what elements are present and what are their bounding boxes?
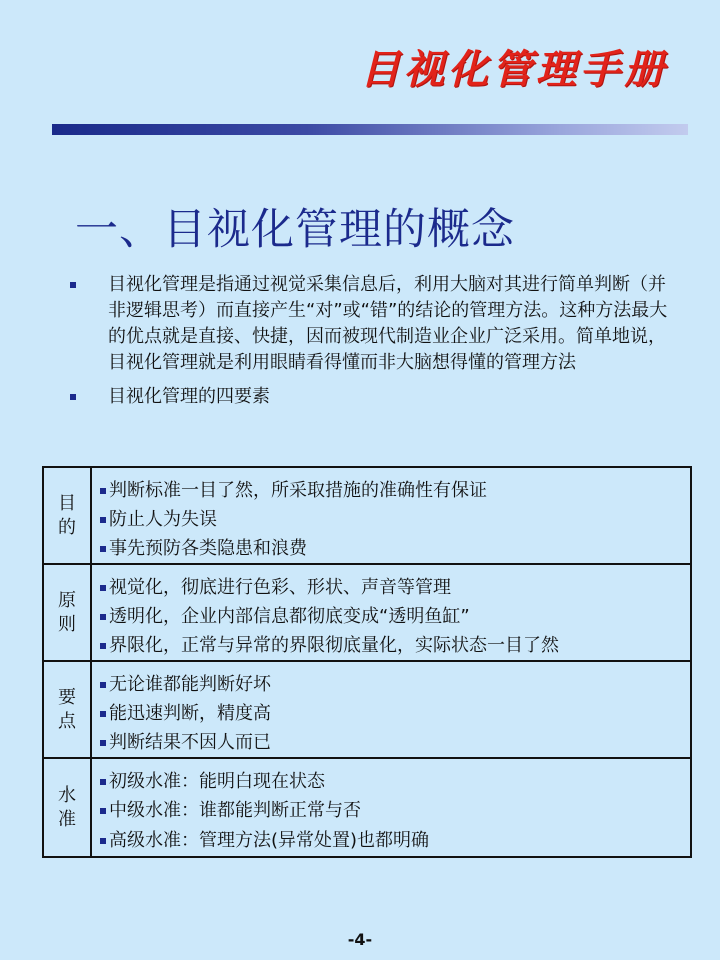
table-list-item (100, 507, 690, 533)
table-list-item (100, 828, 690, 854)
table-row-levels (44, 759, 690, 856)
item-text: 事先预防各类隐患和浪费 (109, 537, 307, 559)
bullet-square-icon (100, 808, 106, 814)
row-label-cell (44, 759, 92, 856)
row-label-cell (44, 468, 92, 563)
item-text: 能迅速判断，精度高 (109, 702, 271, 724)
row-label: 要点 (58, 686, 76, 732)
item-text: 中级水准：谁都能判断正常与否 (109, 800, 361, 822)
bullet-item (68, 384, 668, 410)
table-list-item (100, 536, 690, 562)
item-text: 视觉化，彻底进行色彩、形状、声音等管理 (109, 576, 451, 598)
bullet-square-icon (100, 488, 106, 494)
row-label: 目的 (58, 492, 76, 538)
table-list-item (100, 604, 690, 630)
bullet-item (68, 272, 668, 376)
bullet-square-icon (100, 546, 106, 552)
bullet-square-icon (100, 740, 106, 746)
bullet-square-icon (100, 779, 106, 785)
row-items-cell (92, 468, 690, 563)
bullet-text: 目视化管理是指通过视觉采集信息后，利用大脑对其进行简单判断（并非逻辑思考）而直接产生“对”或“错”的结论的管理方法。这种方法最大的优点就是直接、快捷，因而被现代制造业企业广泛采用。简单地说，目视化管理就是利用眼睛看得懂而非大脑想得懂的管理方法 (108, 274, 668, 373)
bullet-list (68, 272, 668, 418)
row-items-cell (92, 662, 690, 757)
bullet-square-icon (70, 394, 76, 400)
item-text: 界限化，正常与异常的界限彻底量化，实际状态一目了然 (109, 634, 559, 656)
item-text: 防止人为失误 (109, 508, 217, 530)
row-label-cell (44, 662, 92, 757)
bullet-square-icon (70, 282, 76, 288)
bullet-square-icon (100, 614, 106, 620)
row-items-cell (92, 565, 690, 660)
bullet-square-icon (100, 682, 106, 688)
bullet-square-icon (100, 643, 106, 649)
item-text: 透明化，企业内部信息都彻底变成“透明鱼缸” (109, 605, 470, 627)
table-list-item (100, 730, 690, 756)
document-title: 目视化管理手册 (360, 47, 668, 93)
item-text: 判断标准一目了然，所采取措施的准确性有保证 (109, 479, 487, 501)
table-list-item (100, 701, 690, 727)
table-list-item (100, 478, 690, 504)
item-text: 高级水准：管理方法(异常处置)也都明确 (109, 830, 430, 852)
table-row-key-points (44, 662, 690, 759)
table-list-item (100, 798, 690, 824)
item-text: 无论谁都能判断好坏 (109, 673, 271, 695)
header-divider-bar (52, 124, 688, 135)
item-text: 初级水准：能明白现在状态 (109, 770, 325, 792)
row-label: 水准 (58, 784, 76, 830)
table-row-principle (44, 565, 690, 662)
table-list-item (100, 633, 690, 659)
section-heading: 一、目视化管理的概念 (75, 205, 515, 255)
bullet-text: 目视化管理的四要素 (108, 386, 270, 407)
table-list-item (100, 672, 690, 698)
item-text: 判断结果不因人而已 (109, 731, 271, 753)
table-list-item (100, 575, 690, 601)
four-elements-table (42, 466, 692, 858)
row-items-cell (92, 759, 690, 856)
page-number: -4- (347, 930, 373, 949)
bullet-square-icon (100, 585, 106, 591)
row-label: 原则 (58, 589, 76, 635)
table-row-purpose (44, 468, 690, 565)
bullet-square-icon (100, 517, 106, 523)
row-label-cell (44, 565, 92, 660)
bullet-square-icon (100, 838, 106, 844)
table-list-item (100, 769, 690, 795)
bullet-square-icon (100, 711, 106, 717)
